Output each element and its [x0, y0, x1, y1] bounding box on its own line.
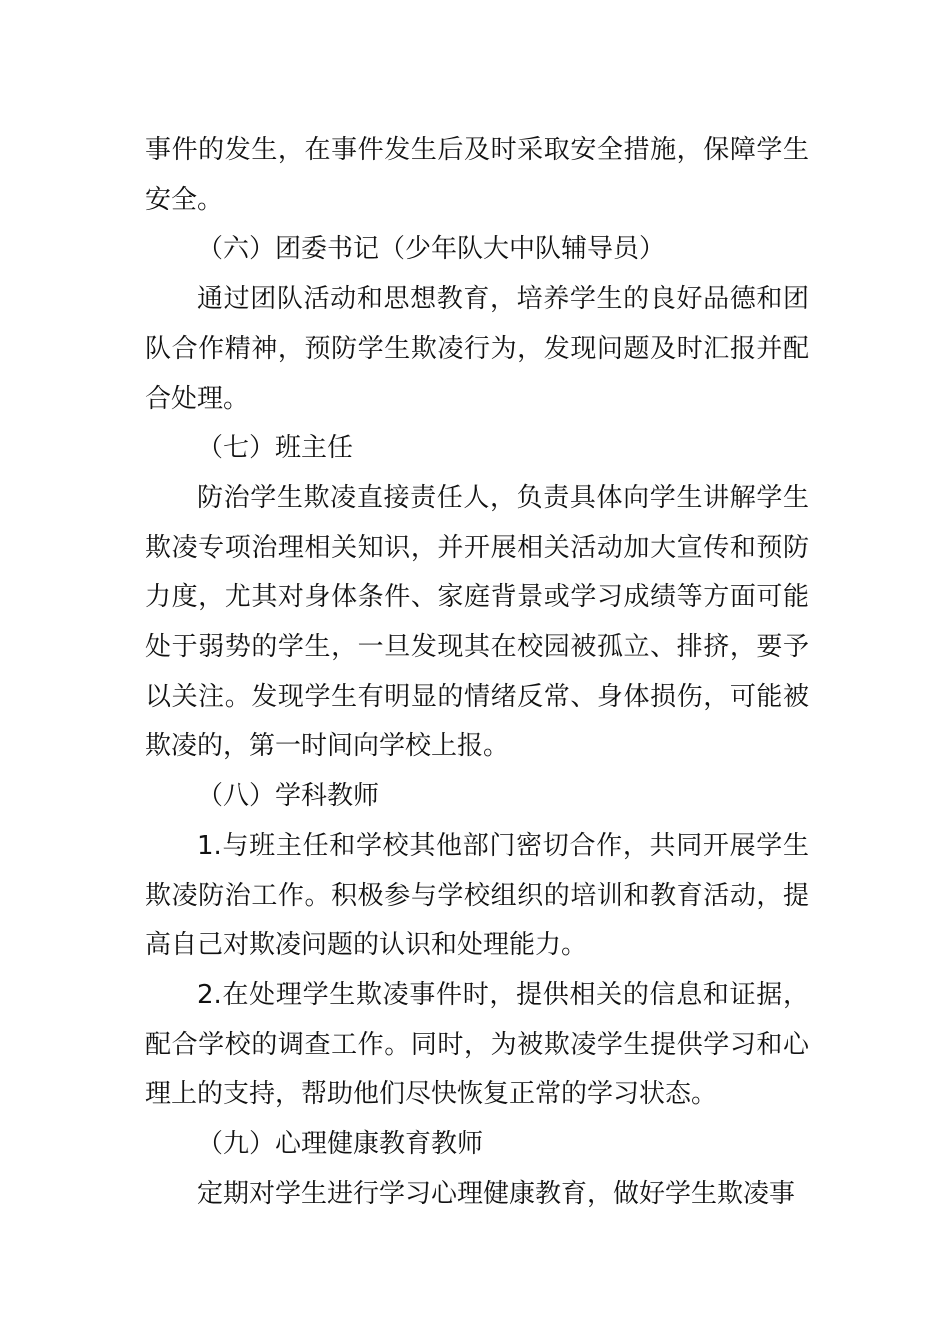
- paragraph-section-9: 定期对学生进行学习心理健康教育，做好学生欺凌事: [197, 1178, 796, 1209]
- section-heading-7: （七）班主任: [197, 433, 354, 464]
- document-body: [145, 126, 809, 1219]
- paragraph-section-8-item-2: 2.在处理学生欺凌事件时，提供相关的信息和证据，配合学校的调查工作。同时，为被欺凌学生提供学习和心理上的支持，帮助他们尽快恢复正常的学习状态。: [145, 979, 809, 1110]
- section-heading-8: （八）学科教师: [197, 781, 380, 812]
- paragraph-continuation: 事件的发生，在事件发生后及时采取安全措施，保障学生安全。: [145, 135, 809, 215]
- paragraph-section-7: 防治学生欺凌直接责任人，负责具体向学生讲解学生欺凌专项治理相关知识，并开展相关活动加大宣传和预防力度，尤其对身体条件、家庭背景或学习成绩等方面可能处于弱势的学生，一旦发现其在校园被孤立、排挤，要予以关注。发现学生有明显的情绪反常、身体损伤，可能被欺凌的，第一时间向学校上报。: [145, 482, 809, 762]
- paragraph-section-8-item-1: 1.与班主任和学校其他部门密切合作，共同开展学生欺凌防治工作。积极参与学校组织的培训和教育活动，提高自己对欺凌问题的认识和处理能力。: [145, 830, 809, 961]
- paragraph-section-6: 通过团队活动和思想教育，培养学生的良好品德和团队合作精神，预防学生欺凌行为，发现问题及时汇报并配合处理。: [145, 284, 809, 414]
- section-heading-6: （六）团委书记（少年队大中队辅导员）: [197, 234, 666, 265]
- section-heading-9: （九）心理健康教育教师: [197, 1129, 484, 1160]
